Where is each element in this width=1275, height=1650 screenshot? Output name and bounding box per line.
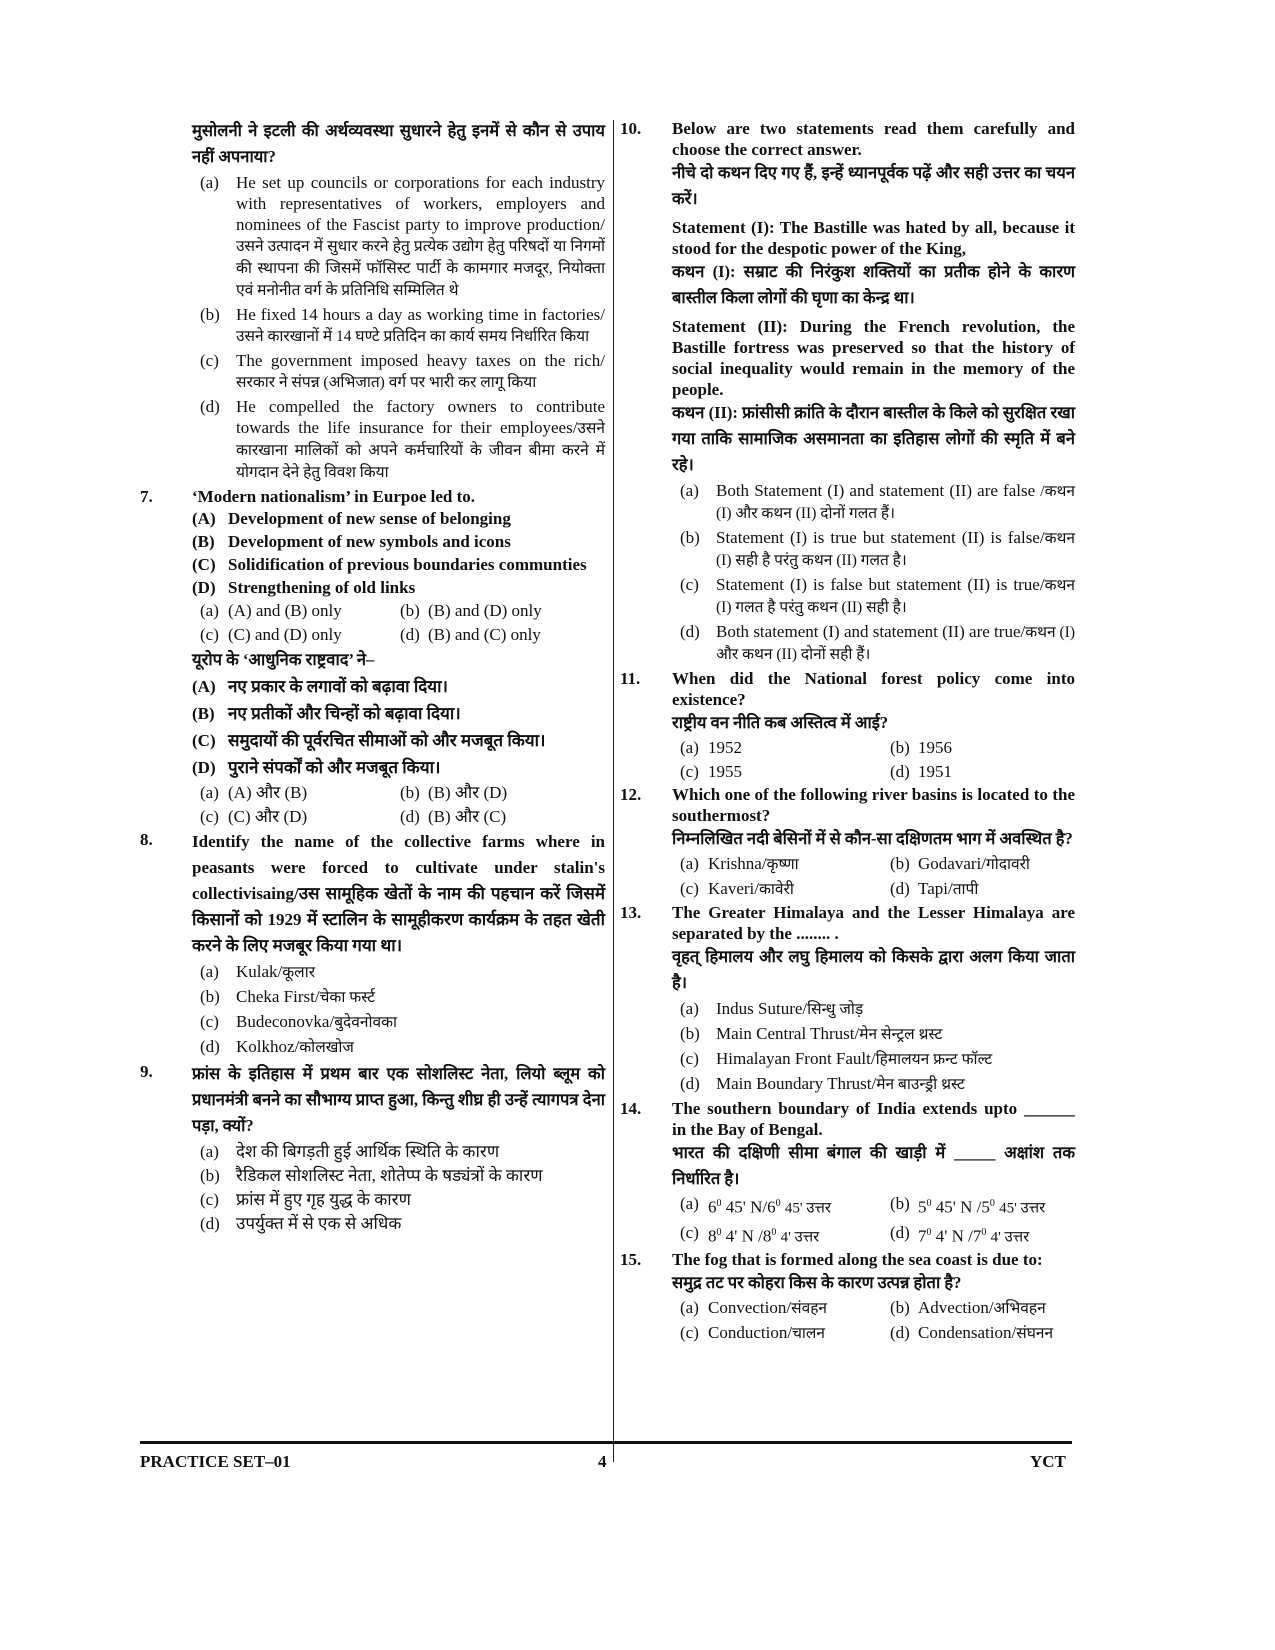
- question-number: 10.: [620, 119, 642, 138]
- options-hindi: [192, 781, 605, 829]
- option-a[interactable]: (a) 1952: [680, 738, 742, 757]
- option-c[interactable]: (c) Budeconovka/बुदेवनोवका: [200, 1012, 398, 1031]
- question-11: [620, 668, 1075, 784]
- right-column: [620, 118, 1075, 1346]
- question-number: [140, 118, 192, 486]
- option-a[interactable]: (a) (A) और (B): [200, 783, 308, 802]
- question-text-english: Identify the name of the collective farms where in peasants were forced to cultivate under stalin's collectivisaing/: [192, 832, 605, 903]
- statement-A: (A) Development of new sense of belonging: [192, 509, 511, 528]
- option-d[interactable]: (d) 1951: [890, 762, 952, 781]
- option-a[interactable]: (a) Krishna/कृष्णा: [680, 854, 799, 873]
- question-text-english: ‘Modern nationalism’ in Eurpoe led to.: [192, 487, 476, 506]
- question-15: [620, 1249, 1075, 1346]
- question-14: [620, 1098, 1075, 1249]
- footer-set-label: PRACTICE SET–01: [140, 1452, 291, 1471]
- question-text-hindi: फ्रांस के इतिहास में प्रथम बार एक सोशलिस्ट नेता, लियो ब्लूम को प्रधानमंत्री बनने का सौभाग्य प्राप्त हुआ, किन्तु शीघ्र ही उन्हें त्यागपत्र देना पड़ा, क्यों?: [192, 1064, 605, 1135]
- option-a[interactable]: (a) He set up councils or corporations for each industry with representatives of workers, employers and nominees of the Fascist party to improve production/उसने उत्पादन में सुधार करने हेतु प्रत्येक उद्योग हेतु परिषदों या निगमों की स्थापना की जिसमें फॉसिस्ट पार्टी के कामगार मजदूर, नियोक्ता एवं मनोनीत वर्ग के प्रतिनिधि सम्मिलित थे: [200, 173, 605, 299]
- statement-C-hindi: (C) समुदायों की पूर्वरचित सीमाओं को और मजबूत किया।: [192, 731, 546, 750]
- statement-C: (C) Solidification of previous boundaries communties: [192, 555, 587, 574]
- statement-1-hindi: कथन (I): सम्राट की निरंकुश शक्तियों का प्रतीक होने के कारण बास्तील किला लोगों की घृणा का केन्द्र था।: [672, 262, 1075, 307]
- option-d[interactable]: (d) (B) और (C): [400, 807, 507, 826]
- option-a[interactable]: (a) Kulak/कूलार: [200, 962, 316, 981]
- option-b[interactable]: (b) Cheka First/चेका फर्स्ट: [200, 987, 376, 1006]
- option-b[interactable]: (b) Advection/अभिवहन: [890, 1298, 1046, 1318]
- option-d[interactable]: (d) (B) and (C) only: [400, 625, 541, 644]
- option-a[interactable]: (a) देश की बिगड़ती हुई आर्थिक स्थिति के कारण: [200, 1142, 500, 1161]
- options: [672, 1296, 1075, 1346]
- statement-D-hindi: (D) पुराने संपर्कों को और मजबूत किया।: [192, 758, 441, 777]
- question-text-english: Below are two statements read them carefully and choose the correct answer.: [672, 119, 1075, 159]
- question-text-hindi: भारत की दक्षिणी सीमा बंगाल की खाड़ी में _____ अक्षांश तक निर्धारित है।: [672, 1143, 1075, 1188]
- option-c[interactable]: (c) Statement (I) is false but statement (II) is true/कथन (I) गलत है परंतु कथन (II) सही है।: [680, 575, 1075, 616]
- question-text-hindi: नीचे दो कथन दिए गए हैं, इन्हें ध्यानपूर्वक पढ़ें और सही उत्तर का चयन करें।: [672, 163, 1075, 208]
- question-9: [140, 1061, 605, 1237]
- question-number: 11.: [620, 669, 641, 688]
- option-d[interactable]: (d) उपर्युक्त में से एक से अधिक: [200, 1214, 402, 1233]
- option-c[interactable]: (c) फ्रांस में हुए गृह युद्ध के कारण: [200, 1190, 411, 1209]
- option-b[interactable]: (b) $5^0$ 45' N $/5^0$ 45' उत्तर: [890, 1194, 1046, 1217]
- option-b[interactable]: (b) (B) और (D): [400, 783, 508, 802]
- option-a[interactable]: (a) (A) and (B) only: [200, 601, 342, 620]
- statement-D: (D) Strengthening of old links: [192, 578, 416, 597]
- statement-2-hindi: कथन (II): फ्रांसीसी क्रांति के दौरान बास्तील के किले को सुरक्षित रखा गया ताकि सामाजिक असमानता का इतिहास लोगों की स्मृति में बने रहे।: [672, 403, 1075, 474]
- option-c[interactable]: (c) (C) और (D): [200, 807, 308, 826]
- option-c[interactable]: (c) Conduction/चालन: [680, 1323, 826, 1343]
- statement-B-hindi: (B) नए प्रतीकों और चिन्हों को बढ़ावा दिया।: [192, 704, 461, 723]
- question-number: 15.: [620, 1250, 642, 1270]
- options: [672, 736, 1075, 784]
- option-c[interactable]: (c) Kaveri/कावेरी: [680, 879, 794, 898]
- option-a[interactable]: (a) Both Statement (I) and statement (II) are false /कथन (I) और कथन (II) दोनों गलत हैं।: [680, 481, 1075, 522]
- question-number: 7.: [140, 487, 153, 506]
- question-number: 12.: [620, 785, 642, 804]
- option-d[interactable]: (d) Both statement (I) and statement (II) are true/कथन (I) और कथन (II) दोनों सही हैं।: [680, 622, 1075, 663]
- question-text-hindi: निम्नलिखित नदी बेसिनों में से कौन-सा दक्षिणतम भाग में अवस्थित है?: [672, 829, 1073, 848]
- question-text-english: When did the National forest policy come into existence?: [672, 669, 1075, 709]
- option-c[interactable]: (c) Himalayan Front Fault/हिमालयन फ्रन्ट फॉल्ट: [680, 1049, 993, 1068]
- question-text-hindi: वृहत् हिमालय और लघु हिमालय को किसके द्वारा अलग किया जाता है।: [672, 947, 1075, 992]
- option-b[interactable]: (b) Main Central Thrust/मेन सेन्ट्रल थ्रस्ट: [680, 1024, 943, 1043]
- option-b[interactable]: (b) He fixed 14 hours a day as working time in factories/उसने कारखानों में 14 घण्टे प्रतिदिन का कार्य समय निर्धारित किया: [200, 305, 605, 345]
- question-12: [620, 784, 1075, 902]
- page-number: 4: [598, 1452, 607, 1471]
- question-text-english: Which one of the following river basins is located to the southermost?: [672, 785, 1075, 825]
- options: [672, 852, 1075, 902]
- exam-page: [140, 118, 1075, 1498]
- question-6-continued: [140, 118, 605, 486]
- statement-B: (B) Development of new symbols and icons: [192, 532, 511, 551]
- question-7: [140, 486, 605, 829]
- footer-rule: [140, 1441, 1072, 1444]
- option-d[interactable]: (d) He compelled the factory owners to contribute towards the life insurance for their employees/उसने कारखाना मालिकों को अपने कर्मचारियों के जीवन बीमा करने में योगदान देने हेतु विवश किया: [200, 397, 605, 481]
- option-a[interactable]: (a) Convection/संवहन: [680, 1298, 828, 1318]
- option-c[interactable]: (c) 1955: [680, 762, 742, 781]
- question-number: 8.: [140, 830, 153, 849]
- options-english: [192, 599, 605, 647]
- question-number: 14.: [620, 1099, 642, 1118]
- option-b[interactable]: (b) 1956: [890, 738, 952, 757]
- statement-1-english: Statement (I): The Bastille was hated by all, because it stood for the despotic power of the King,: [672, 218, 1075, 258]
- option-d[interactable]: (d) Kolkhoz/कोलखोज: [200, 1037, 354, 1056]
- option-a[interactable]: (a) Indus Suture/सिन्धु जोड़: [680, 999, 864, 1018]
- question-text-english: The Greater Himalaya and the Lesser Himalaya are separated by the ........ .: [672, 903, 1075, 943]
- question-text-hindi: राष्ट्रीय वन नीति कब अस्तित्व में आई?: [672, 713, 889, 732]
- question-text-hindi: उस सामूहिक खेतों के नाम की पहचान करें जिसमें किसानों को 1929 में स्टालिन के सामूहीकरण कार्यक्रम के तहत खेती करने के लिए मजबूर किया गया था।: [192, 884, 605, 955]
- option-b[interactable]: (b) Godavari/गोदावरी: [890, 854, 1030, 873]
- footer-publisher: YCT: [1030, 1452, 1066, 1471]
- options: [672, 1192, 1075, 1249]
- option-b[interactable]: (b) Statement (I) is true but statement (II) is false/कथन (I) सही है परंतु कथन (II) गलत है।: [680, 528, 1075, 569]
- question-13: [620, 902, 1075, 1098]
- question-8: [140, 829, 605, 1061]
- question-number: 13.: [620, 903, 642, 922]
- question-text-hindi: समुद्र तट पर कोहरा किस के कारण उत्पन्न होता है?: [672, 1273, 962, 1293]
- option-d[interactable]: (d) Tapi/तापी: [890, 879, 979, 898]
- statement-A-hindi: (A) नए प्रकार के लगावों को बढ़ावा दिया।: [192, 677, 448, 696]
- question-text-hindi: मुसोलनी ने इटली की अर्थव्यवस्था सुधारने हेतु इनमें से कौन से उपाय नहीं अपनाया?: [192, 121, 605, 166]
- question-text-english: The fog that is formed along the sea coast is due to:: [672, 1250, 1043, 1270]
- option-d[interactable]: (d) $7^0$ 4' N $/7^0$ 4' उत्तर: [890, 1222, 1030, 1246]
- option-b[interactable]: (b) रैडिकल सोशलिस्ट नेता, शोतेप्प के षड्यंत्रों के कारण: [200, 1166, 543, 1185]
- question-number: 9.: [140, 1062, 153, 1081]
- left-column: [140, 118, 605, 1237]
- option-b[interactable]: (b) (B) and (D) only: [400, 601, 542, 620]
- option-c[interactable]: (c) $8^0$ 4' N $/8^0$ 4' उत्तर: [680, 1222, 820, 1246]
- option-d[interactable]: (d) Condensation/संघनन: [890, 1323, 1054, 1343]
- statement-2-english: Statement (II): During the French revolution, the Bastille fortress was preserved so that the history of social inequality would remain in the memory of the people.: [672, 317, 1075, 399]
- option-d[interactable]: (d) Main Boundary Thrust/मेन बाउन्ड्री थ्रस्ट: [680, 1074, 965, 1093]
- option-c[interactable]: (c) (C) and (D) only: [200, 625, 342, 644]
- question-text-english: The southern boundary of India extends upto ______ in the Bay of Bengal.: [672, 1099, 1075, 1139]
- option-a[interactable]: (a) $6^0$ 45' $N/6^0$ 45' उत्तर: [680, 1194, 832, 1217]
- option-c[interactable]: (c) The government imposed heavy taxes on the rich/सरकार ने संपन्न (अभिजात) वर्ग पर भारी कर लागू किया: [200, 351, 605, 391]
- question-text-hindi: यूरोप के ‘आधुनिक राष्ट्रवाद’ ने–: [192, 650, 375, 669]
- question-10: [620, 118, 1075, 668]
- column-divider: [613, 120, 614, 1462]
